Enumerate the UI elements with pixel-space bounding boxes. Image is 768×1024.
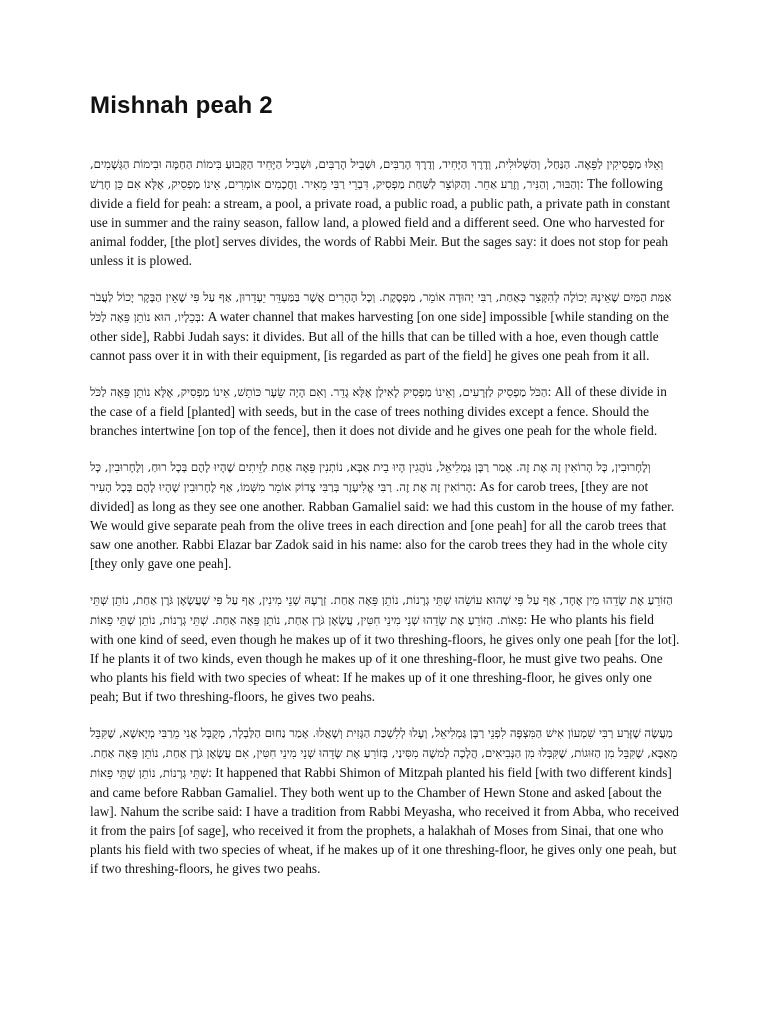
page-title: Mishnah peah 2 (90, 92, 273, 119)
english-translation: The following divide a field for peah: a stream, a pool, a private road, a public road, a public path, a private path in constant use in summer and the rainy season, fallow land, a plowed field and a different seed. One who harvested for animal fodder, [the plot] serves divides, the words of Rabbi Meir. But the sages say: it does not stop for peah unless it is plowed. (90, 176, 671, 268)
english-translation: All of these divide in the case of a field [planted] with seeds, but in the case of trees nothing divides except a fence. Should the branches intertwine [on top of the fence], then it does not divide and he gives one peah for the whole field. (90, 384, 667, 438)
hebrew-text: הַזּוֹרֵעַ אֶת שָׂדֵהוּ מִין אֶחָד, אַף עַל פִּי שֶׁהוּא עוֹשֵׂהוּ שְׁתֵּי גְרָנוֹת, נוֹתֵן פֵּאָה אַחַת. זְרָעָהּ שְׁנֵי מִינִין, אַף עַל פִּי שֶׁעֲשָׂאָן גֹּרֶן אַחַת, נוֹתֵן שְׁתֵּי פֵאוֹת. הַזּוֹרֵעַ אֶת שָׂדֵהוּ שְׁנֵי מִינֵי חִטִּין, עֲשָׂאָן גֹּרֶן אַחַת, נוֹתֵן פֵּאָה אַחַת. שְׁתֵּי גְרָנוֹת, נוֹתֵן שְׁתֵּי פֵאוֹת (90, 593, 673, 627)
hebrew-text: וְלֶחָרוּבִין, כָּל הָרוֹאִין זֶה אֶת זֶה. אָמַר רַבָּן גַּמְלִיאֵל, נוֹהֲגִין הָיוּ בֵית אַבָּא, נוֹתְנִין פֵּאָה אַחַת לַזֵּיתִים שֶׁהָיוּ לָהֶם בְּכָל רוּחַ, וְלֶחָרוּבִין, כָּל הָרוֹאִין זֶה אֶת זֶה. רַבִּי אֱלִיעֶזֶר בְּרַבִּי צָדוֹק אוֹמֵר מִשְּׁמוֹ, אַף לֶחָרוּבִין שֶׁהָיוּ לָהֶם בְּכָל הָעִיר (90, 460, 651, 494)
mishnah-paragraph-3: הַכֹּל מַפְסִיק לַזְּרָעִים, וְאֵינוֹ מַפְסִיק לָאִילָן אֶלָּא גָדֵר. וְאִם הָיָה שֵׂעָר כּוֹתֵשׁ, אֵינוֹ מַפְסִיק, אֶלָּא נוֹתֵן פֵּאָה לַכֹּל: All of these divide in the case of a field [planted] with seeds, but in the case of trees nothing divides except a fence. Should the branches intertwine [on top of the fence], then it does not divide and he gives one peah for the whole field. (90, 384, 667, 438)
hebrew-text: מַעֲשֶׂה שֶׁזָּרַע רַבִּי שִׁמְעוֹן אִישׁ הַמִּצְפָּה לִפְנֵי רַבָּן גַּמְלִיאֵל, וְעָלוּ לְלִשְׁכַּת הַגָּזִית וְשָׁאֲלוּ. אָמַר נַחוּם הַלַּבְלָר, מְקֻבָּל אֲנִי מֵרַבִּי מְיָאשָׁא, שֶׁקִּבֵּל מֵאַבָּא, שֶׁקִּבֵּל מִן הַזּוּגוֹת, שֶׁקִּבְּלוּ מִן הַנְּבִיאִים, הֲלָכָה לְמשֶׁה מִסִּינַי, בְּזוֹרֵעַ אֶת שָׂדֵהוּ שְׁנֵי מִינֵי חִטִּין, אִם עֲשָׂאָן גֹּרֶן אַחַת, נוֹתֵן פֵּאָה אַחַת. שְׁתֵּי גְרָנוֹת, נוֹתֵן שְׁתֵּי פֵאוֹת (90, 726, 678, 780)
hebrew-text: אַמַּת הַמַּיִם שֶׁאֵינָהּ יְכוֹלָה לְהִקָּצֵר כְּאַחַת, רַבִּי יְהוּדָה אוֹמֵר, מַפְסֶקֶת. וְכָל הֶהָרִים אֲשֶׁר בַּמַּעְדֵּר יֵעָדֵרוּן, אַף עַל פִּי שֶׁאֵין הַבָּקָר יָכוֹל לַעֲבֹר בְּכֵלָיו, הוּא נוֹתֵן פֵּאָה לַכֹּל (90, 290, 672, 324)
mishnah-paragraph-5: הַזּוֹרֵעַ אֶת שָׂדֵהוּ מִין אֶחָד, אַף עַל פִּי שֶׁהוּא עוֹשֵׂהוּ שְׁתֵּי גְרָנוֹת, נוֹתֵן פֵּאָה אַחַת. זְרָעָהּ שְׁנֵי מִינִין, אַף עַל פִּי שֶׁעֲשָׂאָן גֹּרֶן אַחַת, נוֹתֵן שְׁתֵּי פֵאוֹת. הַזּוֹרֵעַ אֶת שָׂדֵהוּ שְׁנֵי מִינֵי חִטִּין, עֲשָׂאָן גֹּרֶן אַחַת, נוֹתֵן פֵּאָה אַחַת. שְׁתֵּי גְרָנוֹת, נוֹתֵן שְׁתֵּי פֵאוֹת: He who plants his field with one kind of seed, even though he makes up of it two threshing-floors, he gives only one peah [for the lot]. If he plants it of two kinds, even though he makes up of it one threshing-floor, he must give two peahs. One who plants his field with two species of wheat: If he makes up of it one threshing-floor, he gives only one peah; But if two threshing-floors, he gives two peahs. (90, 593, 680, 704)
document-page (90, 92, 680, 895)
mishnah-paragraph-6: מַעֲשֶׂה שֶׁזָּרַע רַבִּי שִׁמְעוֹן אִישׁ הַמִּצְפָּה לִפְנֵי רַבָּן גַּמְלִיאֵל, וְעָלוּ לְלִשְׁכַּת הַגָּזִית וְשָׁאֲלוּ. אָמַר נַחוּם הַלַּבְלָר, מְקֻבָּל אֲנִי מֵרַבִּי מְיָאשָׁא, שֶׁקִּבֵּל מֵאַבָּא, שֶׁקִּבֵּל מִן הַזּוּגוֹת, שֶׁקִּבְּלוּ מִן הַנְּבִיאִים, הֲלָכָה לְמשֶׁה מִסִּינַי, בְּזוֹרֵעַ אֶת שָׂדֵהוּ שְׁנֵי מִינֵי חִטִּין, אִם עֲשָׂאָן גֹּרֶן אַחַת, נוֹתֵן פֵּאָה אַחַת. שְׁתֵּי גְרָנוֹת, נוֹתֵן שְׁתֵּי פֵאוֹת: It happened that Rabbi Shimon of Mitzpah planted his field [with two different kinds] and came before Rabban Gamaliel. They both went up to the Chamber of Hewn Stone and asked [about the law]. Nahum the scribe said: I have a tradition from Rabbi Meyasha, who received it from Abba, who received it from the pairs [of sage], who received it from the prophets, a halakhah of Moses from Sinai, that one who plants his field with two species of wheat, if he makes up of it one threshing-floor, he gives only one peah, but if two threshing-floors, he gives two peahs. (90, 726, 679, 876)
hebrew-text: הַכֹּל מַפְסִיק לַזְּרָעִים, וְאֵינוֹ מַפְסִיק לָאִילָן אֶלָּא גָדֵר. וְאִם הָיָה שֵׂעָר כּוֹתֵשׁ, אֵינוֹ מַפְסִיק, אֶלָּא נוֹתֵן פֵּאָה לַכֹּל (90, 385, 548, 399)
english-translation: A water channel that makes harvesting [on one side] impossible [while standing on the other side], Rabbi Judah says: it divides. But all of the hills that can be tilled with a hoe, even though cattle cannot pass over it in with their equipment, [is regarded as part of the field] he gives one peah from it all. (90, 309, 669, 363)
mishnah-paragraph-2: אַמַּת הַמַּיִם שֶׁאֵינָהּ יְכוֹלָה לְהִקָּצֵר כְּאַחַת, רַבִּי יְהוּדָה אוֹמֵר, מַפְסֶקֶת. וְכָל הֶהָרִים אֲשֶׁר בַּמַּעְדֵּר יֵעָדֵרוּן, אַף עַל פִּי שֶׁאֵין הַבָּקָר יָכוֹל לַעֲבֹר בְּכֵלָיו, הוּא נוֹתֵן פֵּאָה לַכֹּל: A water channel that makes harvesting [on one side] impossible [while standing on the other side], Rabbi Judah says: it divides. But all of the hills that can be tilled with a hoe, even though cattle cannot pass over it in with their equipment, [is regarded as part of the field] he gives one peah from it all. (90, 290, 672, 363)
mishnah-paragraph-4: וְלֶחָרוּבִין, כָּל הָרוֹאִין זֶה אֶת זֶה. אָמַר רַבָּן גַּמְלִיאֵל, נוֹהֲגִין הָיוּ בֵית אַבָּא, נוֹתְנִין פֵּאָה אַחַת לַזֵּיתִים שֶׁהָיוּ לָהֶם בְּכָל רוּחַ, וְלֶחָרוּבִין, כָּל הָרוֹאִין זֶה אֶת זֶה. רַבִּי אֱלִיעֶזֶר בְּרַבִּי צָדוֹק אוֹמֵר מִשְּׁמוֹ, אַף לֶחָרוּבִין שֶׁהָיוּ לָהֶם בְּכָל הָעִיר: As for carob trees, [they are not divided] as long as they see one another. Rabban Gamaliel said: we had this custom in the house of my father. We would give separate peah from the olive trees in each direction and [one peah] for all the carob trees that saw one another. Rabbi Elazar bar Zadok said in his name: also for the carob trees they had in the whole city [they only gave one peah]. (90, 460, 675, 571)
mishnah-paragraph-1: וְאֵלּוּ מַפְסִיקִין לַפֵּאָה. הַנַּחַל, וְהַשְּׁלוּלִית, וְדֶרֶךְ הַיָּחִיד, וְדֶרֶךְ הָרַבִּים, וּשְׁבִיל הָרַבִּים, וּשְׁבִיל הַיָּחִיד הַקָּבוּעַ בִּימוֹת הַחַמָּה וּבִימוֹת הַגְּשָׁמִים, וְהַבּוּר, וְהַנִּיר, וְזֶרַע אַחֵר. וְהַקּוֹצֵר לַשַּׁחַת מַפְסִיק, דִּבְרֵי רַבִּי מֵאִיר. וַחֲכָמִים אוֹמְרִים, אֵינוֹ מַפְסִיק, אֶלָּא אִם כֵּן חָרַשׁ: The following divide a field for peah: a stream, a pool, a private road, a public road, a public path, a private path in constant use in summer and the rainy season, fallow land, a plowed field and a different seed. One who harvested for animal fodder, [the plot] serves divides, the words of Rabbi Meir. But the sages say: it does not stop for peah unless it is plowed. (90, 157, 671, 268)
english-translation: It happened that Rabbi Shimon of Mitzpah planted his field [with two different kinds] and came before Rabban Gamaliel. They both went up to the Chamber of Hewn Stone and asked [about the law]. Nahum the scribe said: I have a tradition from Rabbi Meyasha, who received it from Abba, who received it from the pairs [of sage], who received it from the prophets, a halakhah of Moses from Sinai, that one who plants his field with two species of wheat, if he makes up of it one threshing-floor, he gives only one peah, but if two threshing-floors, he gives two peahs. (90, 765, 679, 876)
english-translation: As for carob trees, [they are not divided] as long as they see one another. Rabban Gamaliel said: we had this custom in the house of my father. We would give separate peah from the olive trees in each direction and [one peah] for all the carob trees that saw one another. Rabbi Elazar bar Zadok said in his name: also for the carob trees they had in the whole city [they only gave one peah]. (90, 479, 675, 571)
hebrew-text: וְאֵלּוּ מַפְסִיקִין לַפֵּאָה. הַנַּחַל, וְהַשְּׁלוּלִית, וְדֶרֶךְ הַיָּחִיד, וְדֶרֶךְ הָרַבִּים, וּשְׁבִיל הָרַבִּים, וּשְׁבִיל הַיָּחִיד הַקָּבוּעַ בִּימוֹת הַחַמָּה וּבִימוֹת הַגְּשָׁמִים, וְהַבּוּר, וְהַנִּיר, וְזֶרַע אַחֵר. וְהַקּוֹצֵר לַשַּׁחַת מַפְסִיק, דִּבְרֵי רַבִּי מֵאִיר. וַחֲכָמִים אוֹמְרִים, אֵינוֹ מַפְסִיק, אֶלָּא אִם כֵּן חָרַשׁ (90, 157, 664, 191)
english-translation: He who plants his field with one kind of seed, even though he makes up of it two threshing-floors, he gives only one peah [for the lot]. If he plants it of two kinds, even though he makes up of it one threshing-floor, he must give two peahs. One who plants his field with two species of wheat: If he makes up of it one threshing-floor, he gives only one peah; But if two threshing-floors, he gives two peahs. (90, 612, 680, 704)
